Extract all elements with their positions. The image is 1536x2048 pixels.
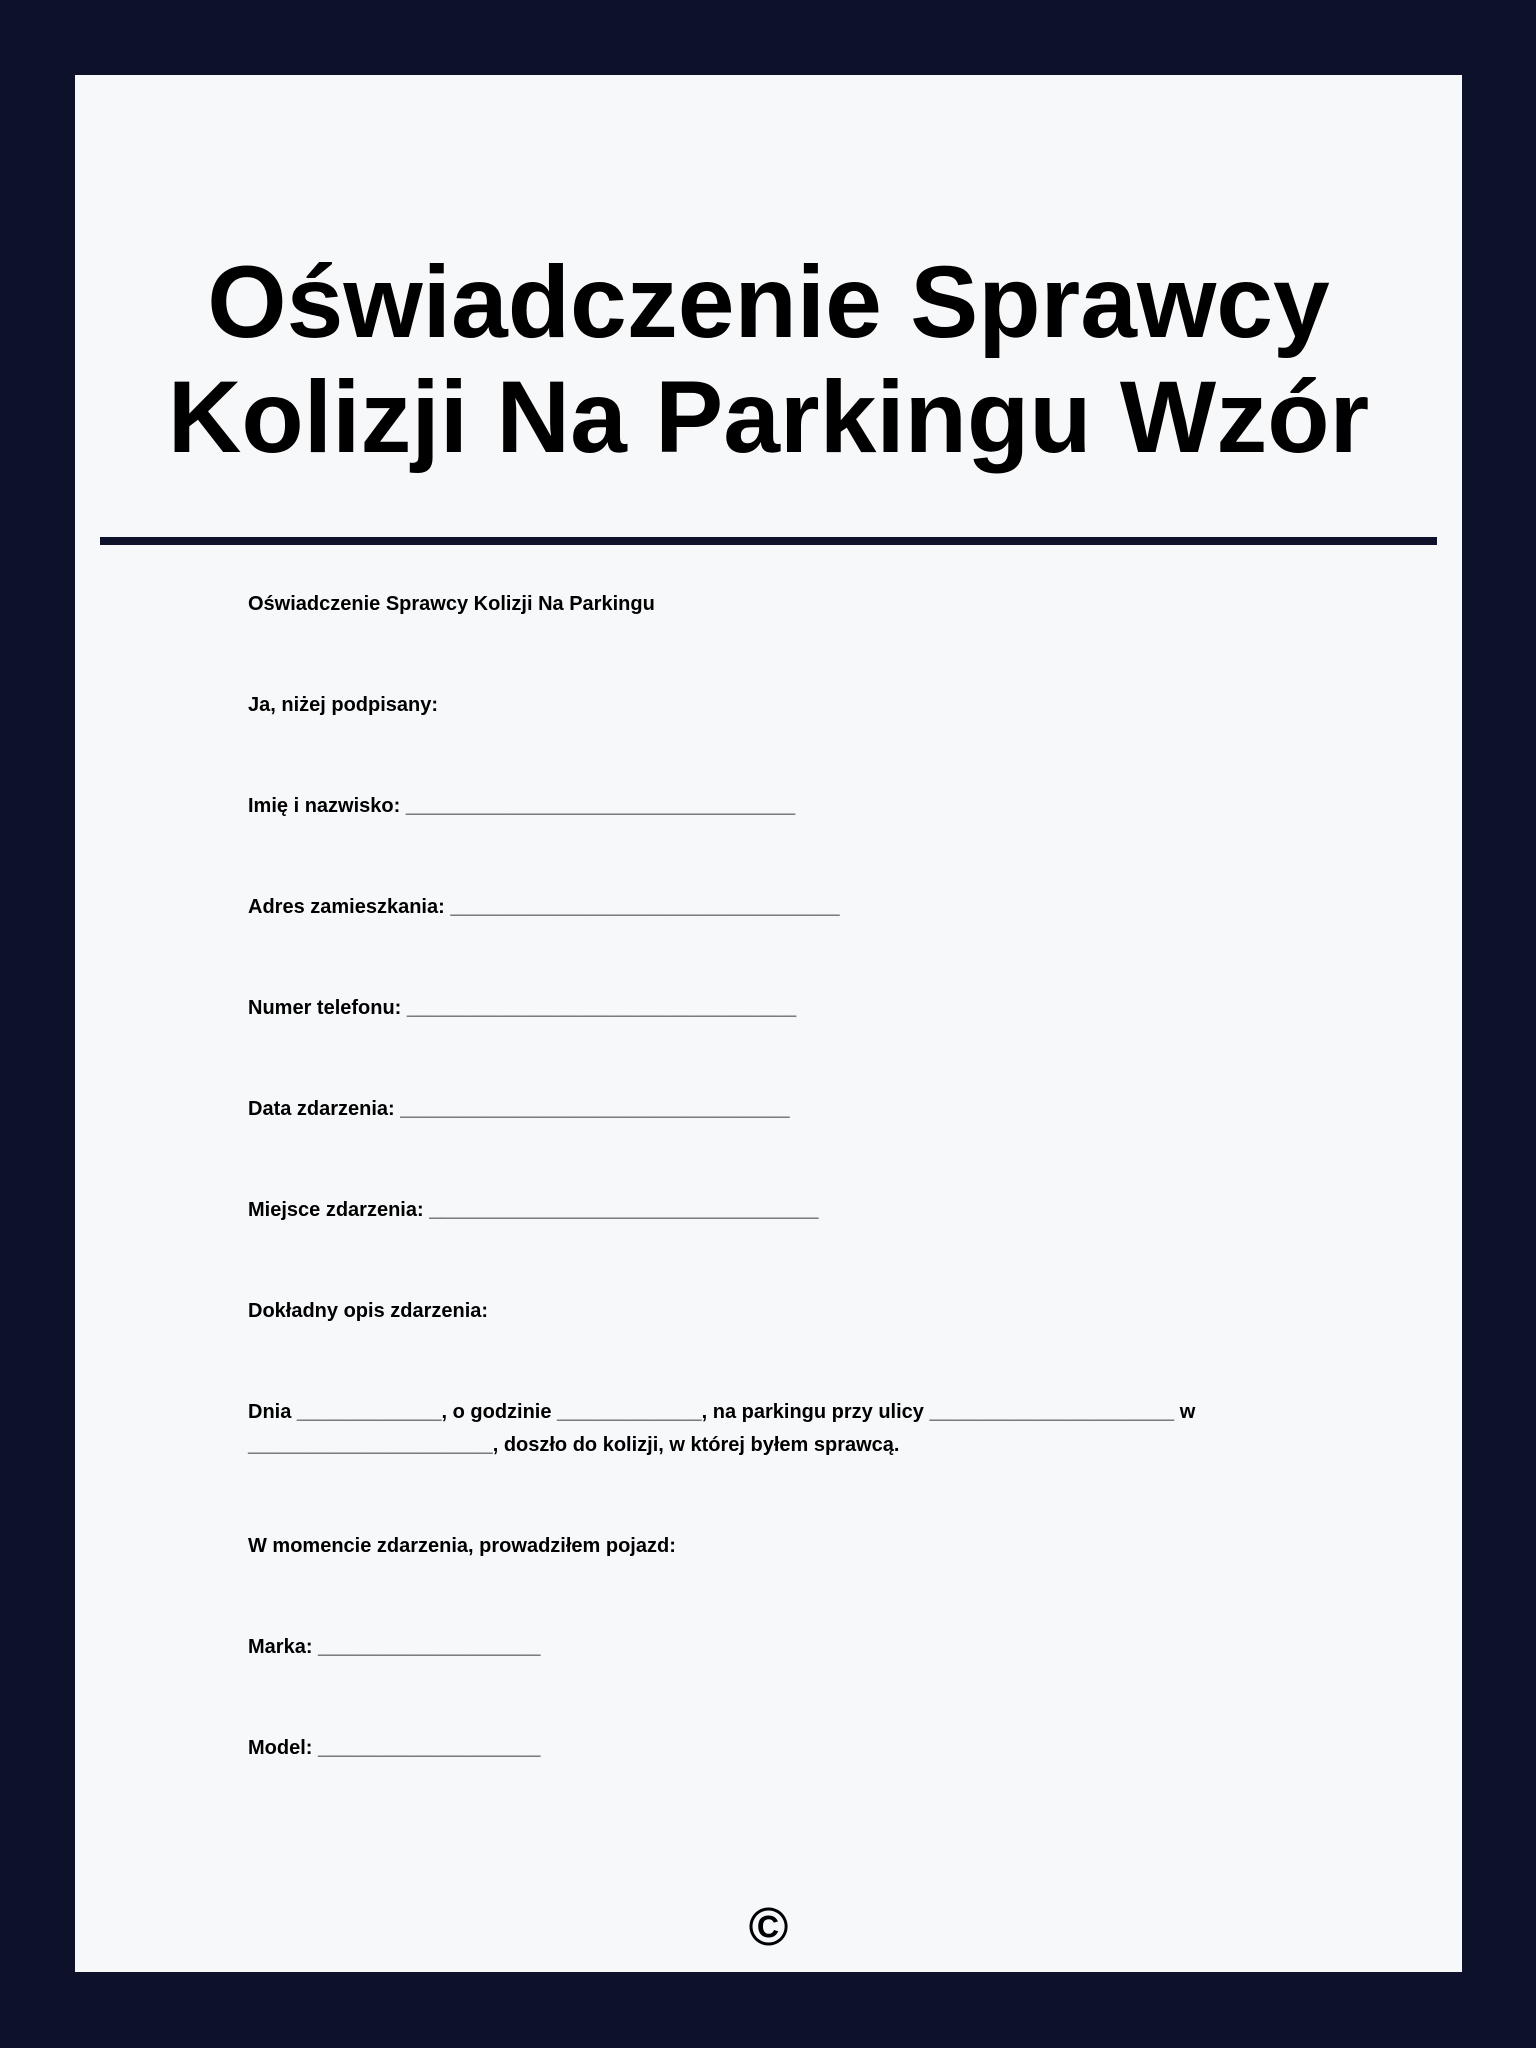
title-divider	[100, 537, 1437, 545]
field-blank-line: ____________________	[318, 1737, 541, 1759]
field-label: Numer telefonu:	[248, 997, 402, 1019]
vehicle-section-heading: W momencie zdarzenia, prowadziłem pojazd:	[248, 1535, 676, 1557]
document-body	[75, 545, 1462, 1765]
field-adres-zamieszkania	[248, 891, 1289, 924]
field-data-zdarzenia	[248, 1093, 1289, 1126]
field-imie-i-nazwisko	[248, 790, 1289, 823]
field-blank-line: ___________________________________	[405, 795, 796, 817]
field-model	[248, 1732, 1289, 1765]
field-blank-line: ___________________________________	[450, 896, 840, 918]
field-blank-line: ____________________	[318, 1636, 541, 1658]
form-heading: Oświadczenie Sprawcy Kolizji Na Parkingu	[248, 593, 655, 615]
field-label: Model:	[248, 1737, 313, 1759]
field-miejsce-zdarzenia	[248, 1194, 1289, 1227]
description-heading: Dokładny opis zdarzenia:	[248, 1300, 489, 1322]
field-blank-line: ___________________________________	[429, 1199, 819, 1221]
field-label: Adres zamieszkania:	[248, 896, 445, 918]
field-label: Imię i nazwisko:	[248, 795, 401, 817]
field-label: Marka:	[248, 1636, 313, 1658]
intro-line: Ja, niżej podpisany:	[248, 694, 439, 716]
field-label: Data zdarzenia:	[248, 1098, 395, 1120]
field-blank-line: ___________________________________	[406, 997, 797, 1019]
field-label: Miejsce zdarzenia:	[248, 1199, 424, 1221]
document-page	[75, 75, 1462, 1972]
field-marka	[248, 1631, 1289, 1664]
incident-description-paragraph: Dnia _____________, o godzinie _____________, na parkingu przy ulicy ______________________ w ______________________, doszło do kolizji, w której byłem sprawcą.	[248, 1401, 1196, 1456]
field-blank-line: ___________________________________	[400, 1098, 790, 1120]
document-title: Oświadczenie Sprawcy Kolizji Na Parkingu Wzór	[167, 245, 1370, 474]
copyright-symbol: ©	[748, 1897, 789, 1957]
field-numer-telefonu	[248, 992, 1289, 1025]
